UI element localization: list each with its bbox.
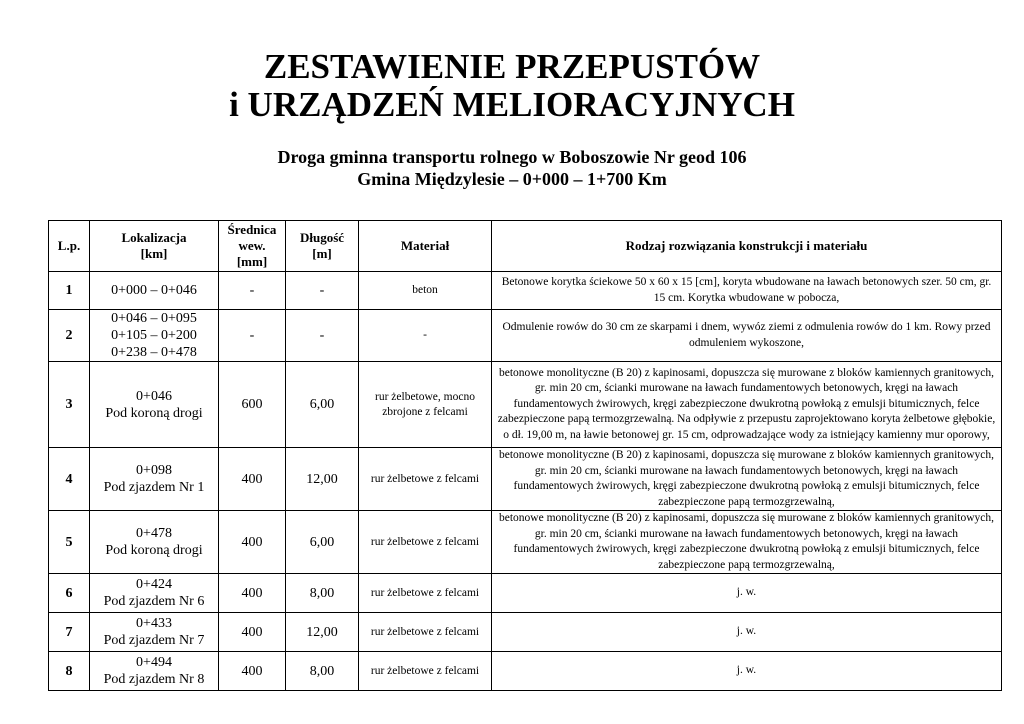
header-dlugosc: Długość [m] [286, 221, 359, 272]
cell-dlugosc: - [286, 272, 359, 310]
table-row [49, 362, 1002, 448]
cell-rodzaj: betonowe monolityczne (B 20) z kapinosami, dopuszcza się murowane z bloków kamiennych granitowych, gr. min 20 cm, ścianki murowane na ławach fundamentowych betonowych, kręgi na ławach fundamentowych żwirowych, kręgi zabezpieczone dwukrotną powłoką z emulsji bitumicznych, felce zabezpieczone papą termozgrzewalną, [492, 448, 1002, 511]
cell-material: rur żelbetowe z felcami [359, 613, 492, 652]
cell-dlugosc: 12,00 [286, 613, 359, 652]
cell-material: rur żelbetowe z felcami [359, 652, 492, 691]
subtitle-line-1: Droga gminna transportu rolnego w Boboszowie Nr geod 106 [277, 147, 747, 167]
cell-rodzaj: j. w. [492, 613, 1002, 652]
cell-lokalizacja: 0+433 Pod zjazdem Nr 7 [90, 613, 219, 652]
subtitle-line-2: Gmina Międzylesie – 0+000 – 1+700 Km [357, 169, 667, 189]
cell-srednica: - [219, 310, 286, 362]
cell-lokalizacja: 0+424 Pod zjazdem Nr 6 [90, 574, 219, 613]
cell-srednica: 400 [219, 613, 286, 652]
cell-rodzaj: j. w. [492, 652, 1002, 691]
header-lp: L.p. [49, 221, 90, 272]
cell-material: beton [359, 272, 492, 310]
cell-srednica: 400 [219, 448, 286, 511]
culverts-table [48, 220, 1002, 691]
cell-lokalizacja: 0+494 Pod zjazdem Nr 8 [90, 652, 219, 691]
document-subtitle [0, 146, 1024, 190]
cell-srednica: - [219, 272, 286, 310]
table-row [49, 448, 1002, 511]
cell-rodzaj: Betonowe korytka ściekowe 50 x 60 x 15 [cm], koryta wbudowane na ławach betonowych szer. 50 cm, gr. 15 cm. Korytka wbudowane w pobocza, [492, 272, 1002, 310]
cell-rodzaj: betonowe monolityczne (B 20) z kapinosami, dopuszcza się murowane z bloków kamiennych granitowych, gr. min 20 cm, ścianki murowane na ławach fundamentowych betonowych, kręgi na ławach fundamentowych żwirowych, kręgi zabezpieczone dwukrotną powłoką z emulsji bitumicznych, felce zabezpieczone papą termozgrzewalną. Na odpływie z przepustu zaprojektowano koryta żelbetowe głębokie, o dł. 19,00 m, na ławie betonowej gr. 15 cm, odprowadzające wody za istniejący kamienny mur oporowy, [492, 362, 1002, 448]
cell-lokalizacja: 0+046 – 0+095 0+105 – 0+200 0+238 – 0+478 [90, 310, 219, 362]
table-row [49, 511, 1002, 574]
cell-lokalizacja: 0+098 Pod zjazdem Nr 1 [90, 448, 219, 511]
cell-srednica: 400 [219, 652, 286, 691]
cell-lp: 8 [49, 652, 90, 691]
cell-material: - [359, 310, 492, 362]
cell-dlugosc: 6,00 [286, 362, 359, 448]
cell-material: rur żelbetowe, mocno zbrojone z felcami [359, 362, 492, 448]
cell-dlugosc: 6,00 [286, 511, 359, 574]
cell-material: rur żelbetowe z felcami [359, 574, 492, 613]
cell-rodzaj: betonowe monolityczne (B 20) z kapinosami, dopuszcza się murowane z bloków kamiennych granitowych, gr. min 20 cm, ścianki murowane na ławach fundamentowych betonowych, kręgi na ławach fundamentowych żwirowych, kręgi zabezpieczone dwukrotną powłoką z emulsji bitumicznych, felce zabezpieczone papą termozgrzewalną, [492, 511, 1002, 574]
table-row [49, 310, 1002, 362]
table-row [49, 272, 1002, 310]
header-material: Materiał [359, 221, 492, 272]
cell-rodzaj: j. w. [492, 574, 1002, 613]
cell-dlugosc: - [286, 310, 359, 362]
cell-srednica: 400 [219, 511, 286, 574]
cell-dlugosc: 8,00 [286, 574, 359, 613]
cell-dlugosc: 12,00 [286, 448, 359, 511]
cell-lokalizacja: 0+000 – 0+046 [90, 272, 219, 310]
document-title [0, 48, 1024, 124]
cell-lp: 7 [49, 613, 90, 652]
cell-lokalizacja: 0+046 Pod koroną drogi [90, 362, 219, 448]
header-lokalizacja: Lokalizacja [km] [90, 221, 219, 272]
cell-rodzaj: Odmulenie rowów do 30 cm ze skarpami i dnem, wywóz ziemi z odmulenia rowów do 1 km. Rowy przed odmuleniem wykoszone, [492, 310, 1002, 362]
cell-lp: 1 [49, 272, 90, 310]
cell-material: rur żelbetowe z felcami [359, 511, 492, 574]
table-row [49, 574, 1002, 613]
cell-srednica: 600 [219, 362, 286, 448]
title-line-1: ZESTAWIENIE PRZEPUSTÓW [263, 47, 761, 86]
cell-lp: 5 [49, 511, 90, 574]
header-srednica: Średnica wew. [mm] [219, 221, 286, 272]
cell-lp: 4 [49, 448, 90, 511]
cell-lokalizacja: 0+478 Pod koroną drogi [90, 511, 219, 574]
cell-lp: 2 [49, 310, 90, 362]
table-row [49, 652, 1002, 691]
cell-material: rur żelbetowe z felcami [359, 448, 492, 511]
table-row [49, 613, 1002, 652]
cell-lp: 3 [49, 362, 90, 448]
header-row [49, 221, 1002, 272]
header-rodzaj: Rodzaj rozwiązania konstrukcji i materiału [492, 221, 1002, 272]
cell-dlugosc: 8,00 [286, 652, 359, 691]
title-line-2: i URZĄDZEŃ MELIORACYJNYCH [229, 85, 795, 124]
cell-srednica: 400 [219, 574, 286, 613]
cell-lp: 6 [49, 574, 90, 613]
